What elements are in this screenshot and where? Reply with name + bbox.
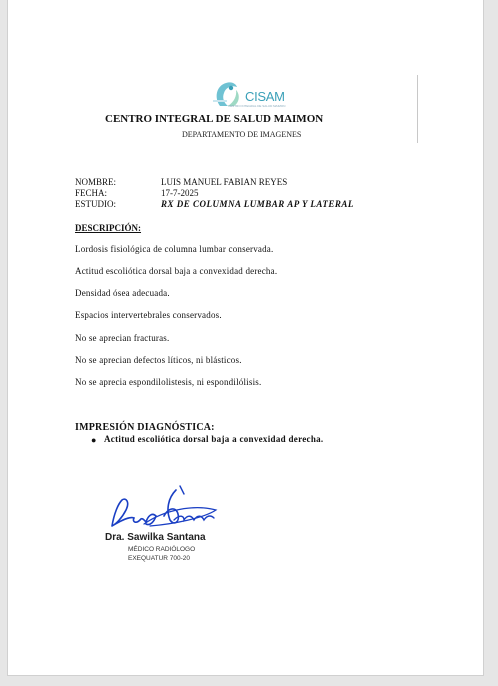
name-value: LUIS MANUEL FABIAN REYES (161, 177, 288, 187)
doctor-name: Dra. Sawilka Santana (105, 532, 206, 543)
cisam-logo (210, 78, 290, 110)
bullet-icon: ● (91, 435, 97, 445)
margin-line (417, 75, 418, 143)
impression-item: Actitud escoliótica dorsal baja a convexidad derecha. (104, 434, 324, 444)
logo-subtext: CENTRO INTEGRAL DE SALUD MAIMON (228, 104, 286, 108)
date-value: 17-7-2025 (161, 188, 199, 198)
description-line: Actitud escoliótica dorsal baja a convexidad derecha. (75, 266, 278, 276)
name-label: NOMBRE: (75, 177, 117, 187)
doctor-title: MÉDICO RADIÓLOGO (128, 546, 196, 553)
study-label: ESTUDIO: (75, 199, 116, 209)
description-heading: DESCRIPCIÓN: (75, 223, 142, 233)
study-value: RX DE COLUMNA LUMBAR AP Y LATERAL (161, 199, 354, 209)
logo-text: CISAM (245, 89, 285, 104)
description-line: No se aprecia espondilolistesis, ni espondilólisis. (75, 377, 262, 387)
description-line: Espacios intervertebrales conservados. (75, 310, 222, 320)
description-line: No se aprecian defectos líticos, ni blásticos. (75, 355, 242, 365)
date-label: FECHA: (75, 188, 108, 198)
impression-heading: IMPRESIÓN DIAGNÓSTICA: (75, 422, 215, 433)
organization-name: CENTRO INTEGRAL DE SALUD MAIMON (105, 113, 324, 125)
doctor-exequatur: EXEQUATUR 700-20 (128, 555, 191, 562)
description-line: No se aprecian fracturas. (75, 333, 170, 343)
signature (104, 480, 224, 535)
description-line: Lordosis fisiológica de columna lumbar conservada. (75, 244, 274, 254)
description-line: Densidad ósea adecuada. (75, 288, 170, 298)
document-page (7, 0, 484, 676)
department-name: DEPARTAMENTO DE IMAGENES (182, 130, 302, 139)
signature-icon (104, 480, 224, 535)
